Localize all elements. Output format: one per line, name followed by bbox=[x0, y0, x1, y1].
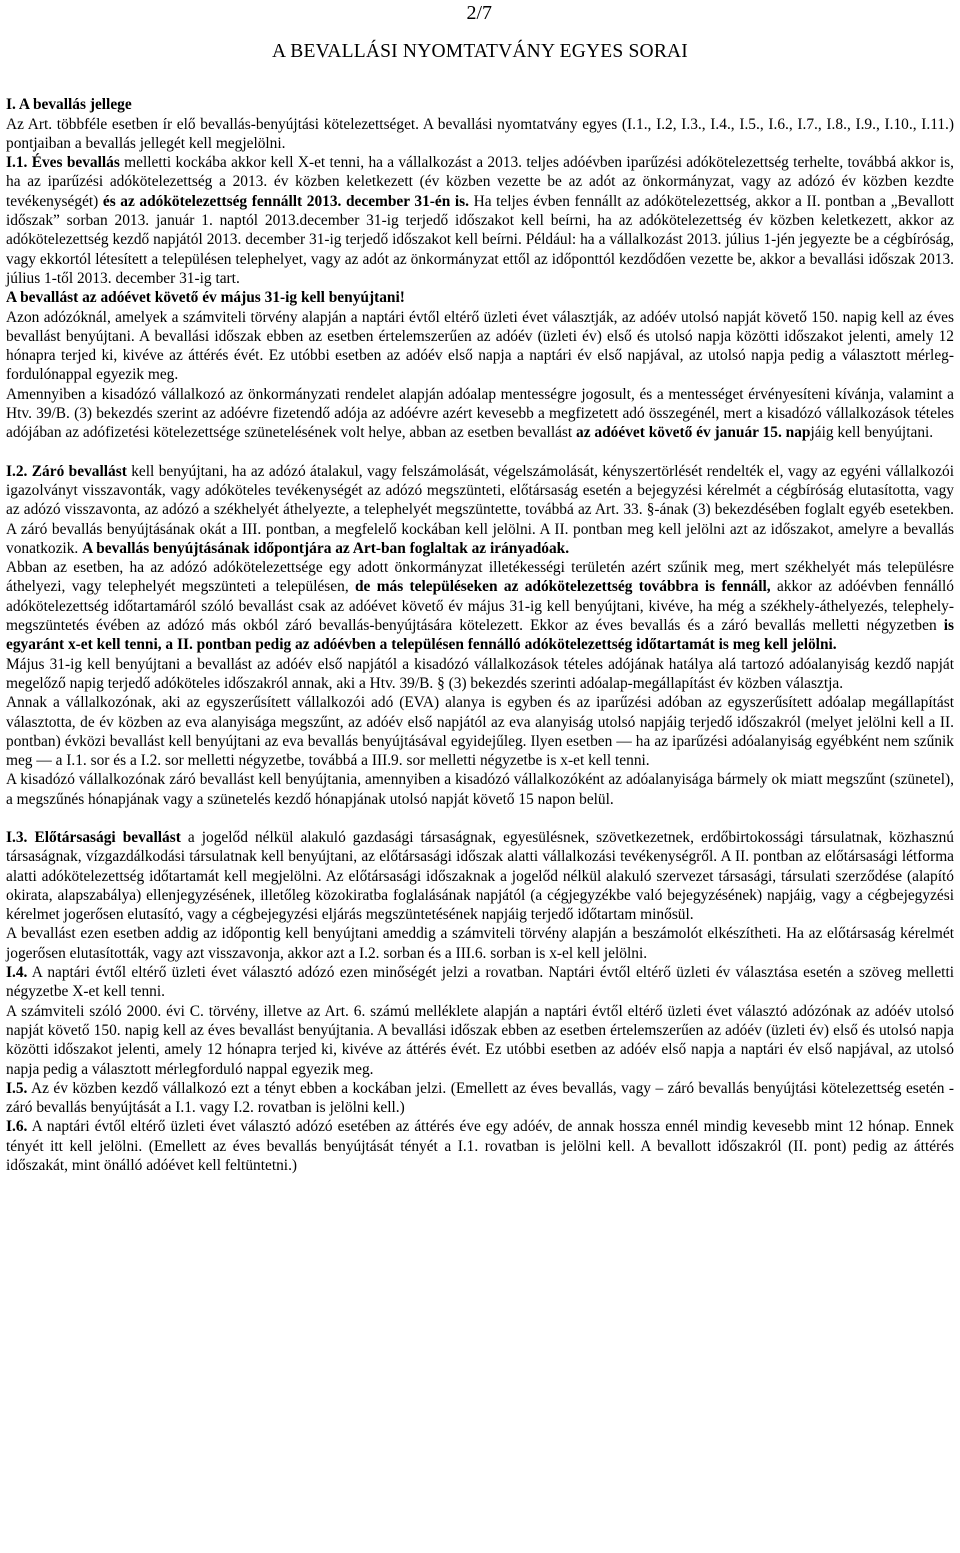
item-number: I.1. bbox=[6, 154, 28, 172]
bold-text: de más településeken az adókötelezettség továbbra is fennáll, bbox=[354, 578, 771, 596]
paragraph-i2-b bbox=[6, 558, 954, 654]
paragraph-i1-b: Azon adózóknál, amelyek a számviteli törvény alapján a naptári évtől eltérő üzleti évet választják, az adóév utolsó napját követő 150. napig kell az éves bevallást benyújtani. A bevallási időszak ebben az esetben értelemszerűen az adóév (üzleti év) első és utolsó napja közötti időszakot jelenti, amely 12 hónapra terjed ki, kivéve az áttérés évét. Ez utóbbi esetben az adóév első napja a naptári év első napjával, az utolsó napja pedig a választott mérleg-fordulónappal egyezik meg. bbox=[6, 308, 954, 384]
paragraph-i2-d: Annak a vállalkozónak, aki az egyszerűsített vállalkozói adó (EVA) alanya is egyben és az iparűzési adóban az egyszerűsített adóalap megállapítást választotta, de év közben az eva alanyisága megszűnt, az adóév első napjától az eva alanyiság utolsó napjáig terjedő időszakról (melyet jelölni kell a II. pontban) évközi bevallást kell benyújtani az eva bevallás benyújtásával egyidejűleg. Ilyen esetben — ha az iparűzési adóalanyiság egyébként nem szűnik meg — a I.1. sor és a I.2. sor melletti négyzetbe, továbbá a III.9. sor melletti négyzetbe is x-et kell tenni. bbox=[6, 694, 954, 770]
deadline-notice: A bevallást az adóévet követő év május 31-ig kell benyújtani! bbox=[6, 289, 405, 307]
page-number: 2/7 bbox=[466, 2, 492, 24]
body-text: Ha teljes évben fennállt az adókötelezettség, akkor a II. pontban a „Bevallott időszak” sorban 2013. január 1. naptól 2013.december 31-ig terjedő időszakot kell beírni, ha az adókötelezettség év közben keletkezett, akkor az adókötelezettség kezdő napjától 2013. december 31-ig terjedő időszakot kell beírni. Például: ha a vállalkozást 2013. július 1-jén jegyezte be a cégbíróság, vagy ekkortól létesített a településen telephelyet, vagy az adót az önkormányzat ettől az időponttól kezdődően vezette be, akkor a bevallási időszak 2013. július 1-től 2013. december 31-ig tart. bbox=[6, 192, 954, 287]
body-text: melletti kockába akkor kell X-et tenni, ha a vállalkozást a 2013. teljes adóévben iparűzési adókötelezettség terhelte, továbbá akkor is, ha az iparűzési adókötelezettség a 2013. év közben keletkezett (év közben vezette be az adót az önkormányzat, vagy az adózó év közben kezdte tevékenységét) bbox=[6, 154, 954, 210]
paragraph-i5 bbox=[6, 1079, 954, 1118]
paragraph-i1 bbox=[6, 153, 954, 288]
bold-text: A bevallás benyújtásának időpontjára az Art-ban foglaltak az irányadóak. bbox=[82, 539, 570, 557]
paragraph-i2-e: A kisadózó vállalkozónak záró bevallást kell benyújtania, amennyiben a kisadózó vállalkozóként az adóalanyisága bármely ok miatt megszűnt (szünetel), a megszűnés hónapjának vagy a szünetelés kezdő hónapjának utolsó napját követő 15 napon belül. bbox=[6, 771, 954, 808]
body-text: jáig kell benyújtani. bbox=[810, 424, 934, 442]
bold-text: Éves bevallás bbox=[31, 154, 120, 172]
bold-text: Záró bevallást bbox=[31, 462, 127, 480]
paragraph-i2-c: Május 31-ig kell benyújtani a bevallást az adóév első napjától a kisadózó vállalkozások tételes adójának hatálya alá tartozó adóalanyiság kezdő napját megelőző napig terjedő adóköteles időszakról annak, aki a Htv. 39/B. § (3) bekezdés szerinti adóalap-megállapítást év közben választja. bbox=[6, 655, 954, 692]
body-text: A naptári évtől eltérő üzleti évet választó adózó esetében az áttérés éve egy adóév, de annak hossza ennél mindig kevesebb mint 12 hónap. Ennek tényét itt kell jelölni. (Emellett az éves bevallás benyújtását tényét a I.1. rovatban is jelölni kell. A bevallott időszakról (II. pont) pedig az áttérés időszakát, mint önálló adóévet kell feltüntetni.) bbox=[6, 1118, 954, 1175]
body-text: Az év közben kezdő vállalkozó ezt a tényt ebben a kockában jelzi. (Emellett az éves bevallás, vagy – záró bevallás benyújtási kötelezettség esetén - záró bevallás benyújtását a I.1. vagy I.2. rovatban is jelölni kell.) bbox=[6, 1079, 954, 1117]
paragraph-i4 bbox=[6, 963, 954, 1002]
item-number: I.4. bbox=[6, 964, 28, 982]
body-text: Abban az esetben, ha az adózó adókötelezettsége egy adott önkormányzat illetékességi területén azért szűnik meg, mert székhelyét más településre áthelyezi, vagy telephelyét megszünteti a településen, bbox=[6, 559, 954, 596]
section-heading: I. A bevallás jellege bbox=[6, 96, 132, 114]
page-title: A BEVALLÁSI NYOMTATVÁNY EGYES SORAI bbox=[271, 41, 689, 62]
body-text: akkor az adóévben fennálló adókötelezettség időtartamáról szóló bevallást csak az adóévet követő év május 31-ig kell benyújtani, kivéve, ha még a székhely-áthelyezés, telephely-megszüntetés évében az adózó más okból záró bevallás-benyújtására kötelezett. Ekkor az éves bevallás és a záró bevallás melletti négyzetben bbox=[6, 578, 955, 635]
bold-text: és az adókötelezettség fennállt 2013. december 31-én is. bbox=[102, 192, 469, 210]
paragraph-i3 bbox=[6, 828, 954, 924]
body-text: a jogelőd nélkül alakuló gazdasági társaságnak, egyesülésnek, szövetkezetnek, erdőbirtokossági társulatnak, közhasznú társaságnak, vízgazdálkodási társulatnak kell benyújtani, az előtársasági időszak alatti vállalkozási tevékenységről. A II. pontban az előtársasági létforma alatti adókötelezettség időtartamát kell megjelölni. Az előtársasági időszaknak a jogelőd nélkül alakuló szervezet társasági, társulati szerződése (alapító okirata, alapszabálya) ellenjegyzésének, illetőleg közokiratba foglalásának napjától (a cégjegyzékbe való bejegyzésének) napjáig, vagy a cégbejegyzési kérelmet jogerősen elutasító, vagy a cégbejegyzési eljárás megszüntetésének napjáig terjedő időtartam minősül. bbox=[6, 828, 954, 924]
item-number: I.3. bbox=[6, 828, 28, 846]
item-number: I.5. bbox=[6, 1079, 28, 1097]
paragraph-i2 bbox=[6, 462, 954, 558]
paragraph-i6 bbox=[6, 1117, 954, 1175]
body-text: kell benyújtani, ha az adózó átalakul, vagy felszámolását, végelszámolását, kényszertörlését rendelték el, vagy az egyéni vállalkozói igazolványt visszavonták, vagy adóköteles tevékenységét az adózó megszünteti, előtársaság esetén a bejegyzési kérelmét a cégbíróság elutasította, vagy az adózó visszavonta, az adózó a székhelyét áthelyezte, a telephelyét megszüntette, továbbá az Art. 33. §-ának (3) bekezdésében foglalt egyéb esetekben. A záró bevallás benyújtásának okát a III. pontban, a megfelelő kockában kell jelölni. A II. pontban meg kell jelölni azt az időszakot, amelyre a bevallás vonatkozik. bbox=[6, 462, 954, 557]
body-text: A naptári évtől eltérő üzleti évet választó adózó ezen minőségét jelzi a rovatban. Naptári évtől eltérő üzleti év választása esetén a szöveg melletti négyzetbe X-et kell tenni. bbox=[6, 964, 954, 1001]
bold-text: is egyaránt x-et kell tenni, a II. pontban pedig az adóévben a településen fennálló adókötelezettség időtartamát is meg kell jelölni. bbox=[6, 617, 954, 654]
document-page bbox=[6, 0, 954, 1175]
paragraph-i4-b: A számviteli szóló 2000. évi C. törvény, illetve az Art. 6. számú melléklete alapján a naptári évtől eltérő üzleti évet választó adózónak az adóév utolsó napját követő 150. napig kell az éves bevallást benyújtania. A bevallási időszak ebben az esetben értelemszerűen az adóév (üzleti év) első és utolsó napja közötti időszakot jelenti, amely 12 hónapra terjed ki, kivéve az áttérés évét. Ez utóbbi esetben az adóév első napja a naptári év első napjával, az utolsó napja pedig a választott mérlegforduló nappal egyezik meg. bbox=[6, 1002, 954, 1078]
paragraph-i1-c bbox=[6, 385, 954, 443]
paragraph-i3-b: A bevallást ezen esetben addig az időpontig kell benyújtani ameddig a számviteli törvény alapján a beszámolót elkészítheti. Ha az előtársaság kérelmét jogerősen elutasították, vagy azt visszavonja, akkor azt a I.2. sorban és a III.6. sorban is x-el kell jelölni. bbox=[6, 925, 954, 962]
item-number: I.6. bbox=[6, 1118, 28, 1136]
intro-paragraph: Az Art. többféle esetben ír elő bevallás-benyújtási kötelezettséget. A bevallási nyomtatvány egyes (I.1., I.2, I.3., I.4., I.5., I.6., I.7., I.8., I.9., I.10., I.11.) pontjaiban a bevallás jellegét kell megjelölni. bbox=[6, 115, 954, 152]
bold-text: az adóévet követő év január 15. nap bbox=[576, 424, 811, 442]
item-number: I.2. bbox=[6, 462, 28, 480]
bold-text: Előtársasági bevallást bbox=[34, 828, 181, 846]
body-text: Amennyiben a kisadózó vállalkozó az önkormányzati rendelet alapján adóalap mentességre jogosult, és a mentességet érvényesíteni kívánja, valamint a Htv. 39/B. (3) bekezdés szerint az adóévre fizetendő adója az adóévre azért kevesebb a megfizetett adó összegénél, mert a kisadózó vállalkozások tételes adójában az adófizetési kötelezettsége szünetelésének volt helye, abban az esetben bevallást bbox=[6, 385, 954, 442]
